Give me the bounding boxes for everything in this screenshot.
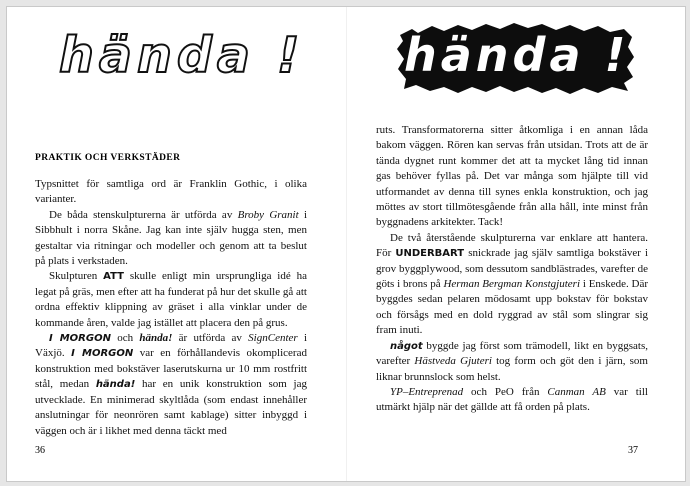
paragraph: De båda stenskulpturerna är utförda av Broby Granit i Sibbhult i norra Skåne. Jag kan inte själv hugga sten, men gestaltar via ritningar och modeller och genom att ta beslut på plats i verkstaden. [35, 208, 307, 268]
left-page [7, 7, 346, 481]
left-text-column [35, 177, 307, 439]
section-heading: PRAKTIK OCH VERKSTÄDER [35, 153, 181, 163]
sculpture-name: hända! [139, 332, 173, 345]
sculpture-name: I MORGON [49, 333, 111, 345]
page-number: 36 [35, 445, 45, 456]
sculpture-name: något [390, 340, 423, 352]
sculpture-name: UNDERBART [395, 248, 465, 260]
paragraph: De två återstående skulpturerna var enklare att hantera. För UNDERBART snickrade jag själv samtliga bokstäver i grov byggplywood, som dessutom sandblästrades, varefter de göts i brons på Herman Bergman Konstgjuteri i Enskede. Där byggdes sedan pelaren mödosamt upp bokstav för bokstav och försågs med en dold ryggrad av stål som slingrar sig fram inuti. [376, 231, 649, 337]
right-text-column [376, 123, 648, 416]
title-text: hända ! [404, 28, 630, 82]
paragraph: Typsnittet för samtliga ord är Franklin Gothic, i olika varianter. [35, 178, 307, 206]
outlined-title: hända ! [59, 27, 305, 84]
paragraph: I MORGON och hända! är utförda av SignCenter i Växjö. I MORGON var en förhållandevis okomplicerad konstruktion med bokstäver laserutskurna ur 10 mm rostfritt stål, medan hända! har en unik konstruktion som jag utvecklade. En minimerad skyltlåda (som endast innehåller anslutningar för neonrören samt kablage) sitter inbyggd i väggen och är i likhet med denna täckt med [35, 332, 307, 437]
paragraph: Skulpturen ATT skulle enligt min ursprungliga idé ha legat på gräs, men efter att ha funderat på hur det skulle gå att ordna effektiv klippning av gräset i alla vinklar under de kommande åren, valde jag istället att placera den på grus. [35, 270, 307, 329]
sculpture-name: ATT [103, 271, 124, 283]
book-spread [6, 6, 686, 482]
paragraph: YP–Entreprenad och PeO från Canman AB var till utmärkt hjälp när det gällde att få orden på plats. [376, 385, 648, 414]
page-number: 37 [628, 445, 638, 456]
paragraph: något byggde jag först som trämodell, likt en byggsats, varefter Hästveda Gjuteri tog form och göt den i järn, som liknar brunnslock som helst. [376, 339, 648, 383]
paragraph: ruts. Transformatorerna sitter åtkomliga i en annan låda bakom väggen. Rören kan servas från utsidan. Trots att de är tända dygnet runt kommer det att ta mycket lång tid innan gas behöver fyllas på. Det var många som hjälpte till vid utformandet av denna till synes enkla konstruktion, och jag möttes av stort tillmötesgående från alla håll, inte minst från byggnadens arkitekter. Tack! [376, 124, 648, 229]
right-page [346, 7, 685, 481]
black-title-block [394, 21, 636, 95]
sculpture-name: hända! [95, 379, 136, 391]
sculpture-name: I MORGON [71, 348, 134, 360]
